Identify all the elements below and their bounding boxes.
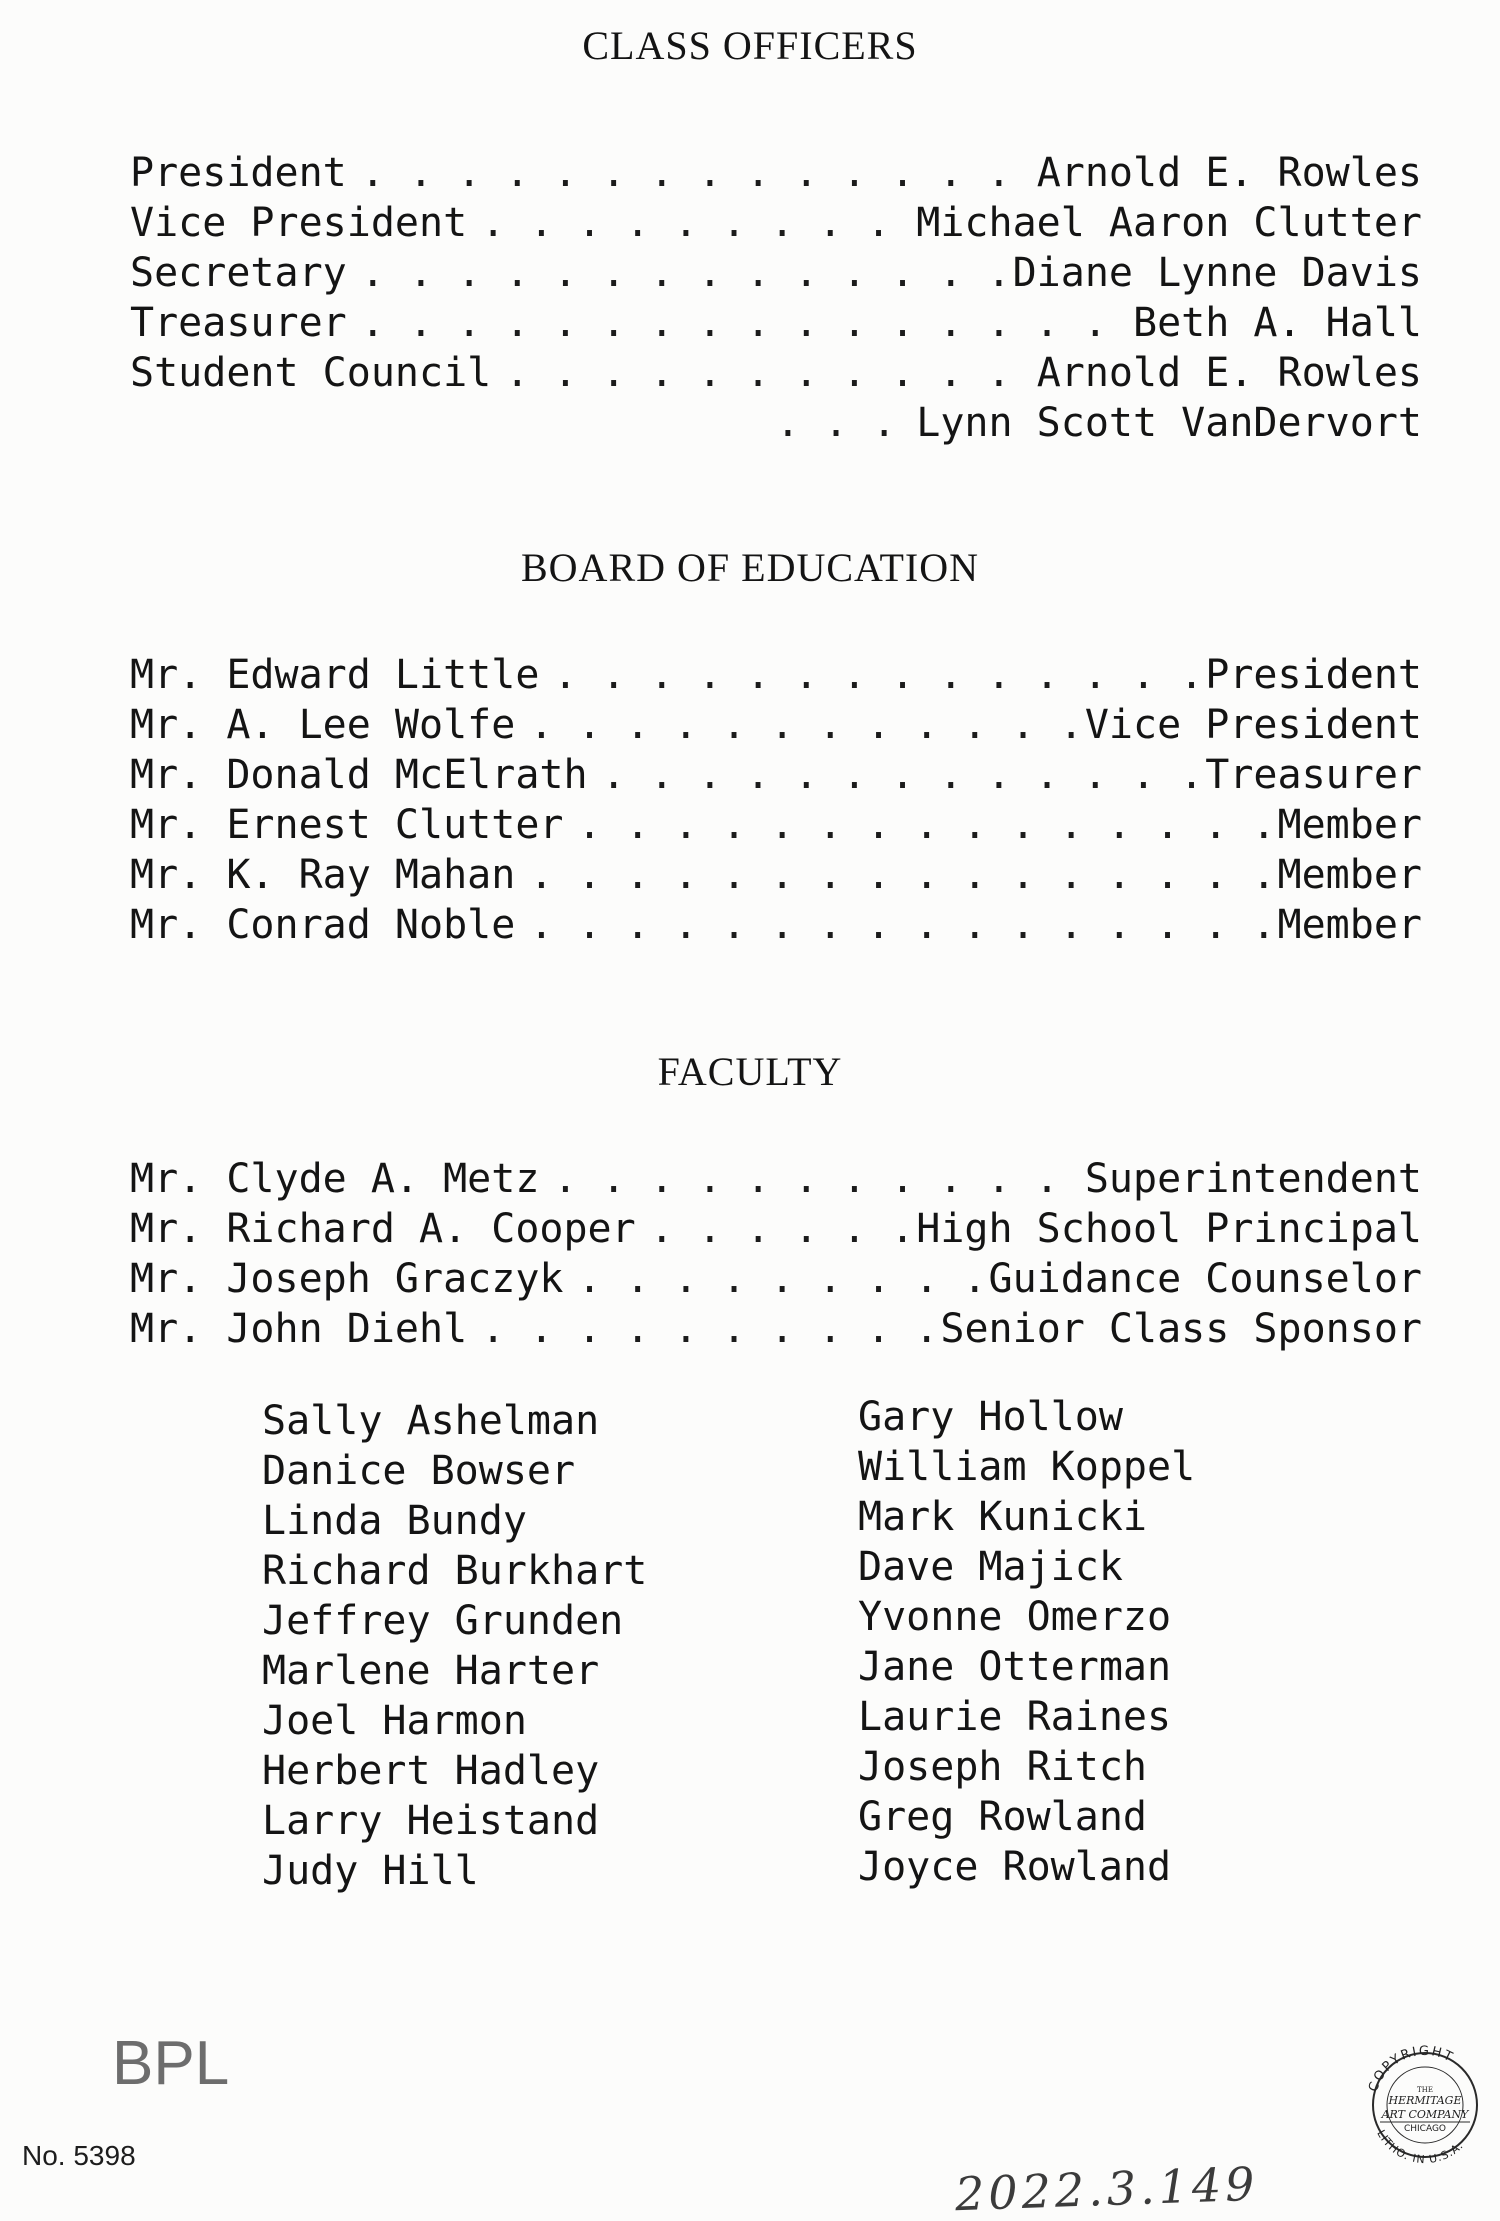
- dot-leader: [539, 652, 1205, 698]
- faculty-role: Superintendent: [1084, 1156, 1422, 1202]
- board-member-name: Mr. K. Ray Mahan: [130, 852, 516, 898]
- dot-leader: [347, 250, 1013, 296]
- faculty-column-right: [858, 1392, 1195, 1892]
- officer-row: [130, 194, 1422, 246]
- faculty-member: Richard Burkhart: [262, 1548, 648, 1594]
- board-role: Vice President: [1084, 702, 1422, 748]
- faculty-member: Greg Rowland: [858, 1794, 1147, 1840]
- svg-text:COPYRIGHT: COPYRIGHT: [1365, 2043, 1457, 2094]
- dot-leader: [491, 350, 1036, 396]
- faculty-member: Dave Majick: [858, 1544, 1123, 1590]
- board-role: Member: [1277, 852, 1422, 898]
- faculty-member: Joel Harmon: [262, 1698, 527, 1744]
- officer-title: Vice President: [130, 200, 468, 246]
- officer-row: [130, 244, 1422, 296]
- dot-leader: [515, 852, 1277, 898]
- faculty-row: [130, 1300, 1422, 1352]
- faculty-name: Mr. Clyde A. Metz: [130, 1156, 540, 1202]
- hermitage-art-company-seal: [1350, 2030, 1500, 2180]
- board-role: Member: [1277, 802, 1422, 848]
- board-member-name: Mr. Conrad Noble: [130, 902, 516, 948]
- faculty-member: Linda Bundy: [262, 1498, 527, 1544]
- board-member-name: Mr. A. Lee Wolfe: [130, 702, 516, 748]
- board-row: [130, 746, 1422, 798]
- board-row: [130, 846, 1422, 898]
- board-role: President: [1205, 652, 1422, 698]
- officer-name: Lynn Scott VanDervort: [916, 400, 1422, 446]
- faculty-member: Jane Otterman: [858, 1644, 1172, 1690]
- faculty-heading: FACULTY: [657, 1049, 843, 1094]
- dot-leader: [515, 702, 1085, 748]
- faculty-member: Larry Heistand: [262, 1798, 600, 1844]
- faculty-member: Mark Kunicki: [858, 1494, 1147, 1540]
- dot-leader: [563, 802, 1277, 848]
- dot-leader: [776, 400, 916, 446]
- faculty-role: High School Principal: [916, 1206, 1422, 1252]
- faculty-member: Sally Ashelman: [262, 1398, 600, 1444]
- faculty-member: Marlene Harter: [262, 1648, 600, 1694]
- faculty-name: Mr. John Diehl: [130, 1306, 468, 1352]
- catalog-number: No. 5398: [22, 2140, 136, 2171]
- library-watermark: BPL: [112, 2029, 230, 2098]
- officer-name: Diane Lynne Davis: [1012, 250, 1422, 296]
- officer-name: Arnold E. Rowles: [1036, 350, 1422, 396]
- faculty-row: [130, 1200, 1422, 1252]
- officer-continuation-row: [130, 394, 1422, 446]
- officer-row: [130, 294, 1422, 346]
- officer-title: Secretary: [130, 250, 347, 296]
- officer-title: Treasurer: [130, 300, 347, 346]
- accession-number: 2022.3.149: [954, 2156, 1260, 2221]
- faculty-member: Gary Hollow: [858, 1394, 1123, 1440]
- officer-row: [130, 344, 1422, 396]
- faculty-role: Senior Class Sponsor: [940, 1306, 1422, 1352]
- officer-row: [130, 144, 1422, 196]
- board-role: Member: [1277, 902, 1422, 948]
- faculty-member: Laurie Raines: [858, 1694, 1172, 1740]
- faculty-name: Mr. Joseph Graczyk: [130, 1256, 564, 1302]
- board-row: [130, 896, 1422, 948]
- faculty-row: [130, 1250, 1422, 1302]
- officer-name: Michael Aaron Clutter: [916, 200, 1422, 246]
- svg-text:LITHO. IN U.S.A.: LITHO. IN U.S.A.: [1374, 2127, 1467, 2167]
- svg-text:ART COMPANY: ART COMPANY: [1381, 2108, 1469, 2121]
- dot-leader: [467, 1306, 940, 1352]
- board-member-name: Mr. Ernest Clutter: [130, 802, 564, 848]
- faculty-member: Judy Hill: [262, 1848, 479, 1894]
- dot-leader: [563, 1256, 988, 1302]
- board-row: [130, 796, 1422, 848]
- faculty-member: Joyce Rowland: [858, 1844, 1172, 1890]
- svg-text:CHICAGO: CHICAGO: [1403, 2124, 1447, 2134]
- board-member-name: Mr. Edward Little: [130, 652, 540, 698]
- board-row: [130, 696, 1422, 748]
- officer-title: President: [130, 150, 347, 196]
- svg-text:THE: THE: [1417, 2086, 1433, 2094]
- board-role: Treasurer: [1205, 752, 1422, 798]
- svg-text:HERMITAGE: HERMITAGE: [1388, 2094, 1462, 2107]
- dot-leader: [347, 300, 1133, 346]
- faculty-member: William Koppel: [858, 1444, 1196, 1490]
- officer-name: Beth A. Hall: [1133, 300, 1422, 346]
- faculty-row: [130, 1150, 1422, 1202]
- faculty-member: Danice Bowser: [262, 1448, 576, 1494]
- faculty-name: Mr. Richard A. Cooper: [130, 1206, 636, 1252]
- board-member-name: Mr. Donald McElrath: [130, 752, 588, 798]
- dot-leader: [588, 752, 1206, 798]
- dot-leader: [515, 902, 1277, 948]
- faculty-member: Jeffrey Grunden: [262, 1598, 624, 1644]
- dot-leader: [539, 1156, 1084, 1202]
- dot-leader: [636, 1206, 917, 1252]
- board-heading: BOARD OF EDUCATION: [520, 545, 980, 590]
- officer-title: Student Council: [130, 350, 492, 396]
- officer-name: Arnold E. Rowles: [1036, 150, 1422, 196]
- faculty-member: Joseph Ritch: [858, 1744, 1147, 1790]
- faculty-member: Yvonne Omerzo: [858, 1594, 1172, 1640]
- faculty-role: Guidance Counselor: [988, 1256, 1422, 1302]
- dot-leader: [467, 200, 916, 246]
- faculty-column-left: [262, 1396, 647, 1896]
- board-row: [130, 646, 1422, 698]
- dot-leader: [347, 150, 1037, 196]
- faculty-member: Herbert Hadley: [262, 1748, 600, 1794]
- class-officers-heading: CLASS OFFICERS: [582, 23, 918, 68]
